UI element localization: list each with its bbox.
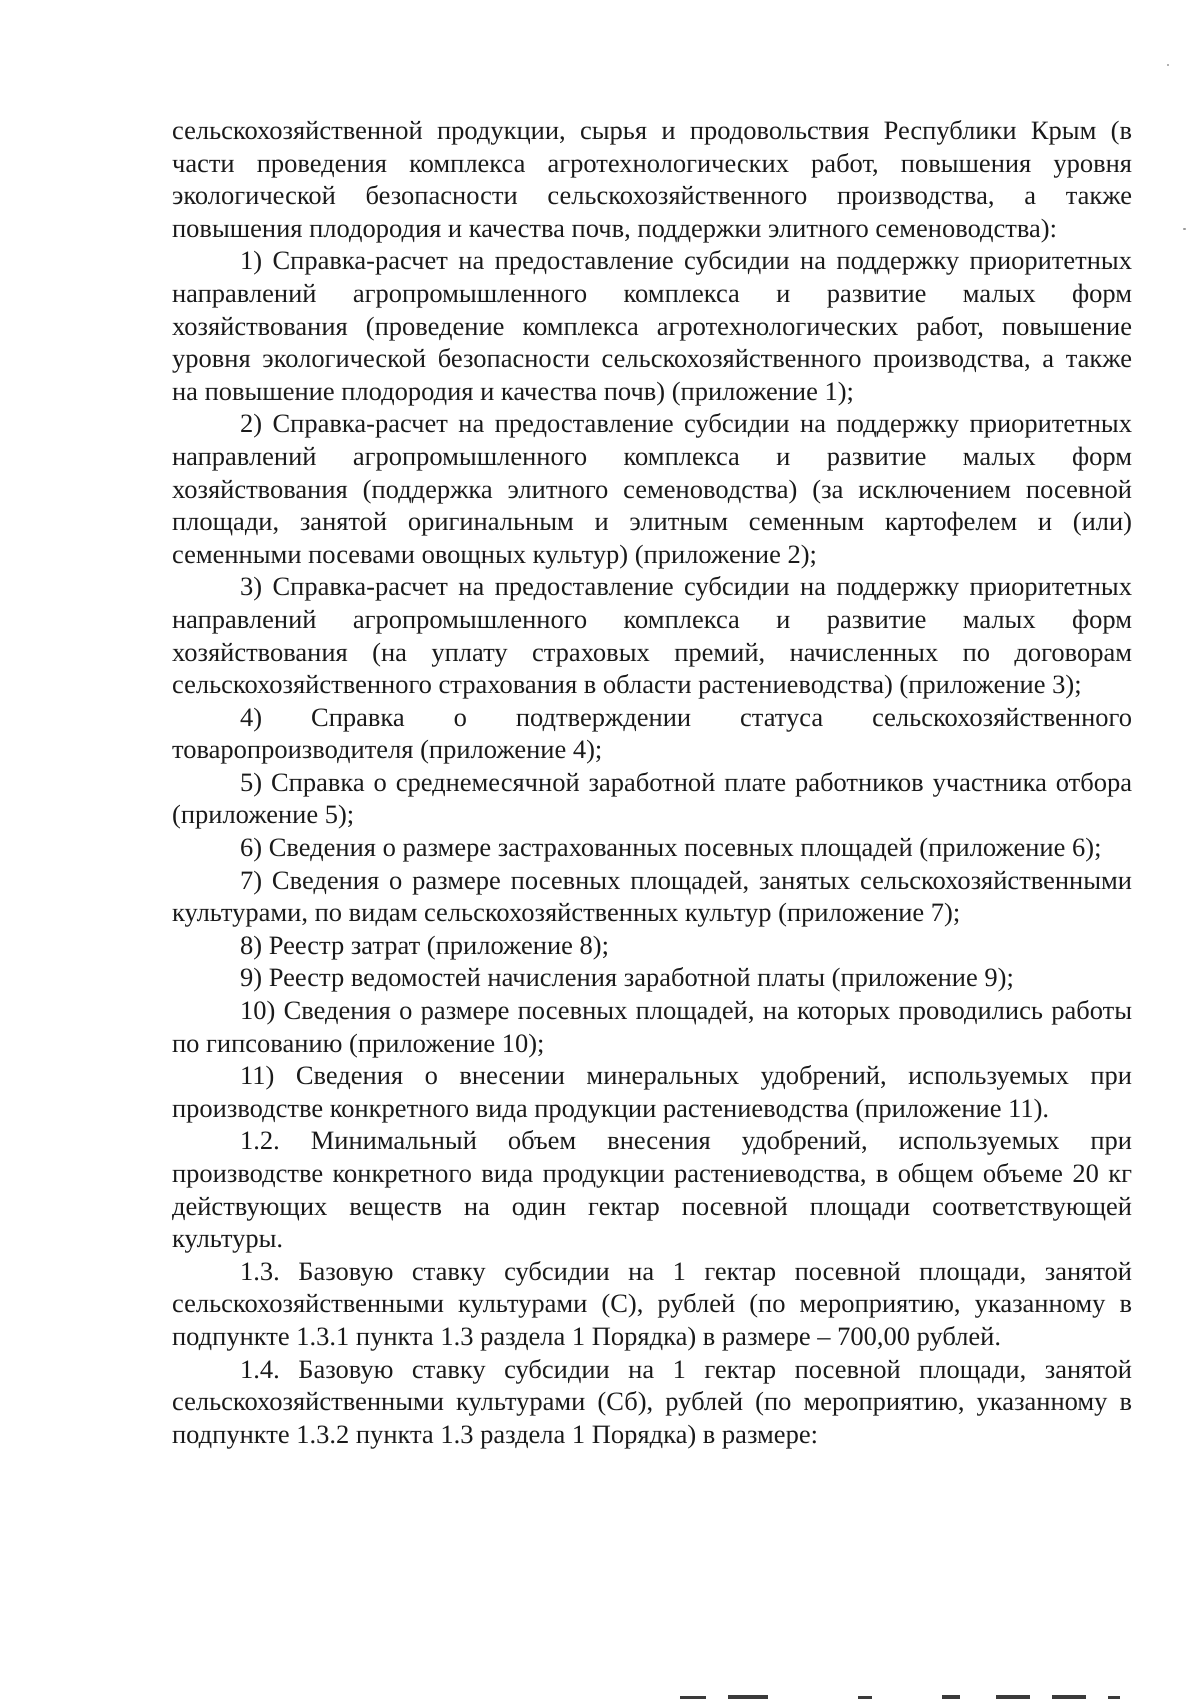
list-item-5: 5) Справка о среднемесячной заработной плате работников участника отбора (приложение 5); bbox=[172, 766, 1132, 830]
section-1-2-paragraph: 1.2. Минимальный объем внесения удобрений, используемых при производстве конкретного вида продукции растениеводства, в общем объеме 20 кг действующих веществ на один гектар посевной площади соответствующей культуры. bbox=[172, 1125, 1132, 1254]
scan-speck bbox=[1167, 64, 1169, 66]
intro-continuation-paragraph: сельскохозяйственной продукции, сырья и продовольствия Республики Крым (в части проведения комплекса агротехнологических работ, повышения уровня экологической безопасности сельскохозяйственного производства, а также повышения плодородия и качества почв, поддержки элитного семеноводства): bbox=[172, 115, 1132, 243]
scan-edge-mark bbox=[996, 1695, 1030, 1699]
section-1-4-paragraph: 1.4. Базовую ставку субсидии на 1 гектар посевной площади, занятой сельскохозяйственными культурами (Сб), рублей (по мероприятию, указанному в подпункте 1.3.2 пункта 1.3 раздела 1 Порядка) в размере: bbox=[172, 1353, 1132, 1449]
section-1-3-paragraph: 1.3. Базовую ставку субсидии на 1 гектар посевной площади, занятой сельскохозяйственными культурами (С), рублей (по мероприятию, указанному в подпункте 1.3.1 пункта 1.3 раздела 1 Порядка) в размере – 700,00 рублей. bbox=[172, 1255, 1132, 1351]
scan-edge-mark bbox=[680, 1696, 706, 1699]
list-item-11: 11) Сведения о внесении минеральных удобрений, используемых при производстве конкретного вида продукции растениеводства (приложение 11). bbox=[172, 1060, 1132, 1123]
list-item-3: 3) Справка-расчет на предоставление субсидии на поддержку приоритетных направлений агропромышленного комплекса и развитие малых форм хозяйствования (на уплату страховых премий, начисленных по договорам сельскохозяйственного страхования в области растениеводства) (приложение 3); bbox=[172, 571, 1132, 700]
scan-edge-mark bbox=[942, 1695, 960, 1699]
scan-speck bbox=[1183, 228, 1186, 230]
list-item-7: 7) Сведения о размере посевных площадей, занятых сельскохозяйственными культурами, по видам сельскохозяйственных культур (приложение 7); bbox=[172, 864, 1132, 928]
scan-edge-mark bbox=[1108, 1696, 1120, 1699]
list-item-9: 9) Реестр ведомостей начисления заработной платы (приложение 9); bbox=[240, 962, 1014, 993]
scan-edge-mark bbox=[858, 1696, 872, 1699]
list-item-1: 1) Справка-расчет на предоставление субсидии на поддержку приоритетных направлений агропромышленного комплекса и развитие малых форм хозяйствования (проведение комплекса агротехнологических работ, повышение уровня экологической безопасности сельскохозяйственного производства, а также на повышение плодородия и качества почв) (приложение 1); bbox=[172, 245, 1132, 406]
list-item-8: 8) Реестр затрат (приложение 8); bbox=[240, 929, 609, 960]
list-item-6: 6) Сведения о размере застрахованных посевных площадей (приложение 6); bbox=[240, 832, 1102, 863]
list-item-4: 4) Справка о подтверждении статуса сельскохозяйственного товаропроизводителя (приложение 4); bbox=[172, 701, 1132, 765]
scan-edge-mark bbox=[1052, 1695, 1086, 1699]
list-item-10: 10) Сведения о размере посевных площадей, на которых проводились работы по гипсованию (приложение 10); bbox=[172, 995, 1132, 1058]
scan-edge-mark bbox=[728, 1695, 768, 1699]
document-body bbox=[172, 114, 1132, 1450]
list-item-2: 2) Справка-расчет на предоставление субсидии на поддержку приоритетных направлений агропромышленного комплекса и развитие малых форм хозяйствования (поддержка элитного семеноводства) (за исключением посевной площади, занятой оригинальным и элитным семенным картофелем и (или) семенными посевами овощных культур) (приложение 2); bbox=[172, 408, 1132, 569]
